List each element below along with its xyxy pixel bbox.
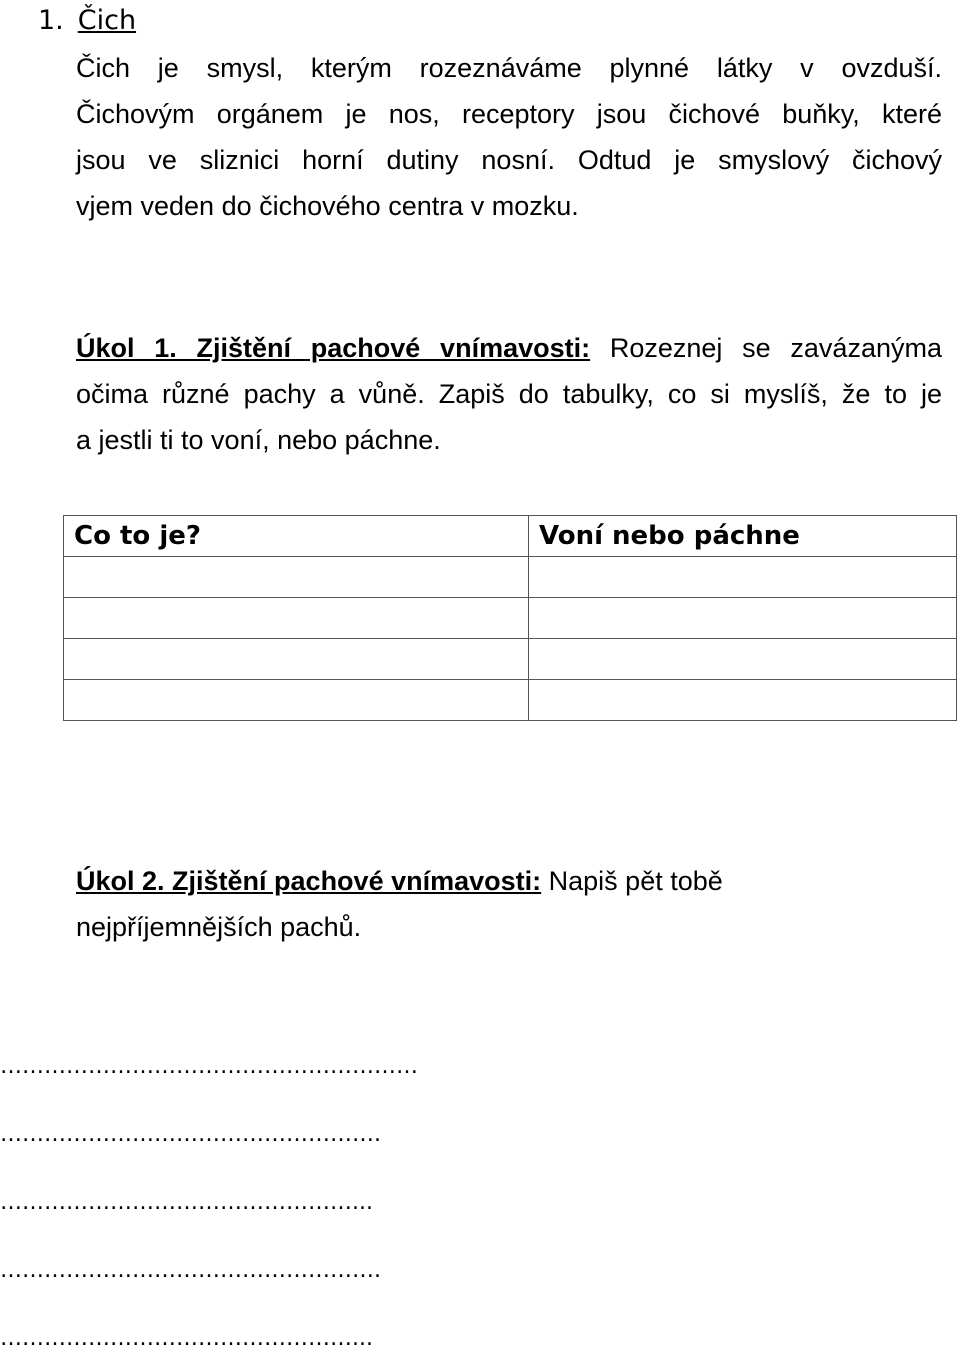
- intro-line: jsou ve sliznici horní dutiny nosní. Odtud je smyslový čichový: [76, 145, 942, 175]
- answer-line[interactable]: …………………………………………...: [0, 1326, 373, 1351]
- table-cell-smell[interactable]: [529, 680, 957, 721]
- table-row: [64, 598, 957, 639]
- task-1-label: Úkol 1. Zjištění pachové vnímavosti:: [76, 333, 591, 363]
- table-cell-what[interactable]: [64, 680, 529, 721]
- task-2-instruction: Napiš pět tobě: [541, 866, 723, 896]
- table-cell-smell[interactable]: [529, 639, 957, 680]
- answer-line[interactable]: …………………………………………………: [0, 1054, 418, 1079]
- task-1-instruction: Rozeznej se zavázanýma: [590, 333, 942, 363]
- task-1: [76, 325, 942, 463]
- intro-line: vjem veden do čichového centra v mozku.: [76, 191, 579, 221]
- task-1-line: a jestli ti to voní, nebo páchne.: [76, 425, 441, 455]
- table-row: [64, 639, 957, 680]
- intro-line: Čichovým orgánem je nos, receptory jsou čichové buňky, které: [76, 99, 942, 129]
- table-cell-smell[interactable]: [529, 598, 957, 639]
- task-2-label: Úkol 2. Zjištění pachové vnímavosti:: [76, 866, 542, 896]
- intro-line: Čich je smysl, kterým rozeznáváme plynné látky v ovzduší.: [76, 53, 942, 83]
- table-cell-what[interactable]: [64, 598, 529, 639]
- table-header-row: [64, 516, 957, 557]
- table-cell-smell[interactable]: [529, 557, 957, 598]
- table-row: [64, 680, 957, 721]
- intro-paragraph: [76, 45, 942, 229]
- section-title: Čich: [77, 5, 137, 36]
- section-heading: [38, 4, 136, 38]
- column-header-what: Co to je?: [64, 516, 529, 557]
- answer-line[interactable]: …………………………………………….: [0, 1258, 381, 1283]
- task-1-line: [76, 325, 942, 371]
- task-1-line: očima různé pachy a vůně. Zapiš do tabulky, co si myslíš, že to je: [76, 379, 942, 409]
- table-row: [64, 557, 957, 598]
- table-cell-what[interactable]: [64, 639, 529, 680]
- table-cell-what[interactable]: [64, 557, 529, 598]
- task-2-line: nejpříjemnějších pachů.: [76, 912, 362, 942]
- section-number: 1.: [38, 5, 64, 36]
- task-2: [76, 858, 942, 950]
- answer-line[interactable]: …………………………………………….: [0, 1122, 381, 1147]
- answer-line[interactable]: …………………………………………...: [0, 1190, 373, 1215]
- column-header-smell: Voní nebo páchne: [529, 516, 957, 557]
- task-2-line: [76, 858, 942, 904]
- smell-table: [63, 515, 957, 721]
